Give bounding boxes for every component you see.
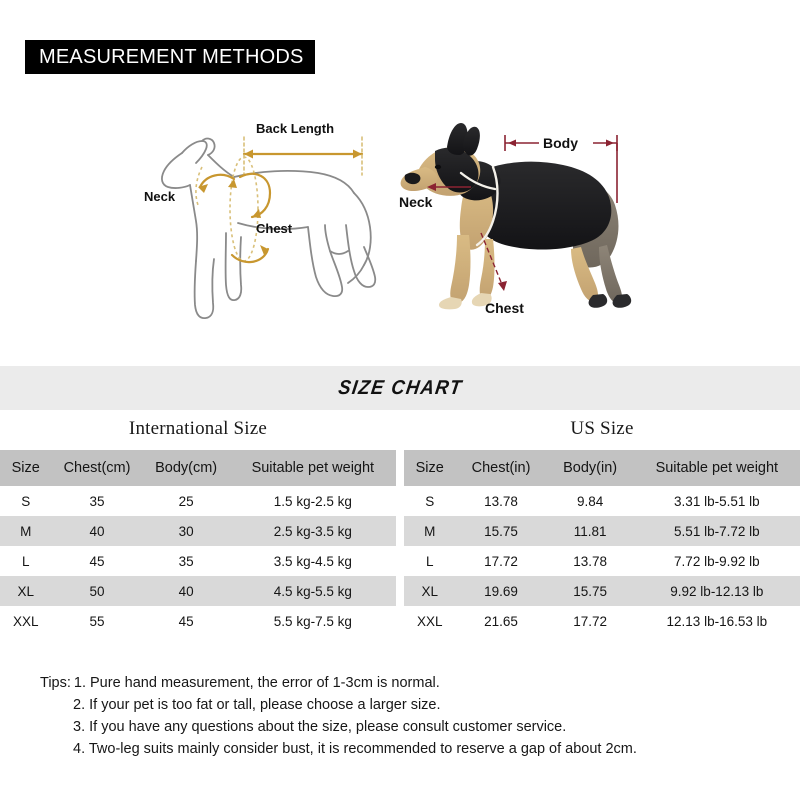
cell-size: S xyxy=(425,493,435,509)
cell-size: XXL xyxy=(416,613,443,629)
tips-line-4 xyxy=(40,738,780,760)
german-shepherd-svg xyxy=(395,105,665,335)
photo-label-neck: Neck xyxy=(399,194,433,210)
cell-weight: 4.5 kg-5.5 kg xyxy=(273,583,352,599)
tips-item-3: 3. If you have any questions about the size, please consult customer service. xyxy=(73,719,567,735)
tips-line-1 xyxy=(40,672,780,694)
cell-body: 30 xyxy=(178,523,194,539)
cell-chest: 21.65 xyxy=(484,613,518,629)
table-row xyxy=(404,606,800,636)
cell-size: XL xyxy=(421,583,438,599)
photo-label-chest: Chest xyxy=(485,300,524,316)
cell-body: 40 xyxy=(178,583,194,599)
table-row xyxy=(0,576,396,606)
cell-weight: 2.5 kg-3.5 kg xyxy=(273,523,352,539)
column-header-chest: Chest(in) xyxy=(471,460,531,476)
international-size-table xyxy=(0,450,396,636)
cell-body: 25 xyxy=(178,493,194,509)
table-row xyxy=(404,486,800,516)
cell-size: S xyxy=(21,493,31,509)
sketch-label-chest: Chest xyxy=(256,221,293,236)
tips-line-2 xyxy=(40,694,780,716)
cell-size: L xyxy=(21,553,30,569)
tips-line-3 xyxy=(40,716,780,738)
cell-chest: 17.72 xyxy=(484,553,518,569)
tips-item-1: 1. Pure hand measurement, the error of 1-3cm is normal. xyxy=(73,675,440,691)
table-row xyxy=(0,546,396,576)
dog-outline-svg xyxy=(140,105,400,335)
table-row xyxy=(404,516,800,546)
column-header-weight: Suitable pet weight xyxy=(251,460,375,476)
column-header-chest: Chest(cm) xyxy=(63,460,131,476)
table-row xyxy=(404,546,800,576)
tips-section xyxy=(40,672,780,760)
column-header-size: Size xyxy=(415,460,444,476)
cell-weight: 9.92 lb-12.13 lb xyxy=(670,583,764,599)
cell-weight: 5.5 kg-7.5 kg xyxy=(273,613,352,629)
dog-outline-sketch xyxy=(140,105,400,335)
us-size-table-block xyxy=(404,418,800,636)
cell-size: XXL xyxy=(12,613,39,629)
table-header-row xyxy=(0,450,396,486)
cell-chest: 19.69 xyxy=(484,583,518,599)
us-size-table xyxy=(404,450,800,636)
table-row xyxy=(0,486,396,516)
cell-weight: 1.5 kg-2.5 kg xyxy=(273,493,352,509)
us-size-caption: US Size xyxy=(570,418,634,439)
cell-body: 15.75 xyxy=(573,583,607,599)
international-size-table-block xyxy=(0,418,396,636)
sketch-label-neck: Neck xyxy=(144,189,176,204)
column-header-weight: Suitable pet weight xyxy=(655,460,779,476)
cell-size: M xyxy=(424,523,436,539)
german-shepherd-photo xyxy=(395,105,665,335)
cell-chest: 13.78 xyxy=(484,493,518,509)
table-row xyxy=(0,516,396,546)
cell-chest: 35 xyxy=(89,493,105,509)
cell-weight: 5.51 lb-7.72 lb xyxy=(674,523,760,539)
cell-chest: 55 xyxy=(89,613,105,629)
size-chart-title: SIZE CHART xyxy=(336,376,464,399)
cell-weight: 12.13 lb-16.53 lb xyxy=(666,613,768,629)
measurement-methods-banner xyxy=(25,40,315,74)
measurement-diagrams xyxy=(0,105,800,355)
cell-chest: 45 xyxy=(89,553,105,569)
tips-item-4: 4. Two-leg suits mainly consider bust, it is recommended to reserve a gap of about 2cm. xyxy=(73,741,637,757)
cell-chest: 50 xyxy=(89,583,105,599)
cell-size: XL xyxy=(17,583,34,599)
international-size-caption: International Size xyxy=(128,418,268,439)
table-header-row xyxy=(404,450,800,486)
cell-weight: 3.31 lb-5.51 lb xyxy=(674,493,760,509)
cell-size: L xyxy=(425,553,434,569)
sketch-label-back-length: Back Length xyxy=(256,121,335,136)
cell-weight: 3.5 kg-4.5 kg xyxy=(273,553,352,569)
table-row xyxy=(404,576,800,606)
cell-body: 13.78 xyxy=(573,553,607,569)
size-chart-banner xyxy=(0,366,800,410)
cell-body: 35 xyxy=(178,553,194,569)
cell-weight: 7.72 lb-9.92 lb xyxy=(674,553,760,569)
cell-chest: 15.75 xyxy=(484,523,518,539)
cell-body: 9.84 xyxy=(576,493,604,509)
column-header-body: Body(in) xyxy=(563,460,618,476)
cell-body: 17.72 xyxy=(573,613,607,629)
column-header-body: Body(cm) xyxy=(155,460,218,476)
cell-size: M xyxy=(20,523,32,539)
size-tables xyxy=(0,418,800,636)
table-row xyxy=(0,606,396,636)
photo-label-body: Body xyxy=(543,135,578,151)
cell-body: 45 xyxy=(178,613,194,629)
page-title: MEASUREMENT METHODS xyxy=(39,45,304,68)
cell-chest: 40 xyxy=(89,523,105,539)
tips-label: Tips: xyxy=(40,675,71,691)
column-header-size: Size xyxy=(11,460,40,476)
cell-body: 11.81 xyxy=(573,523,607,539)
tips-item-2: 2. If your pet is too fat or tall, please choose a larger size. xyxy=(73,697,441,713)
